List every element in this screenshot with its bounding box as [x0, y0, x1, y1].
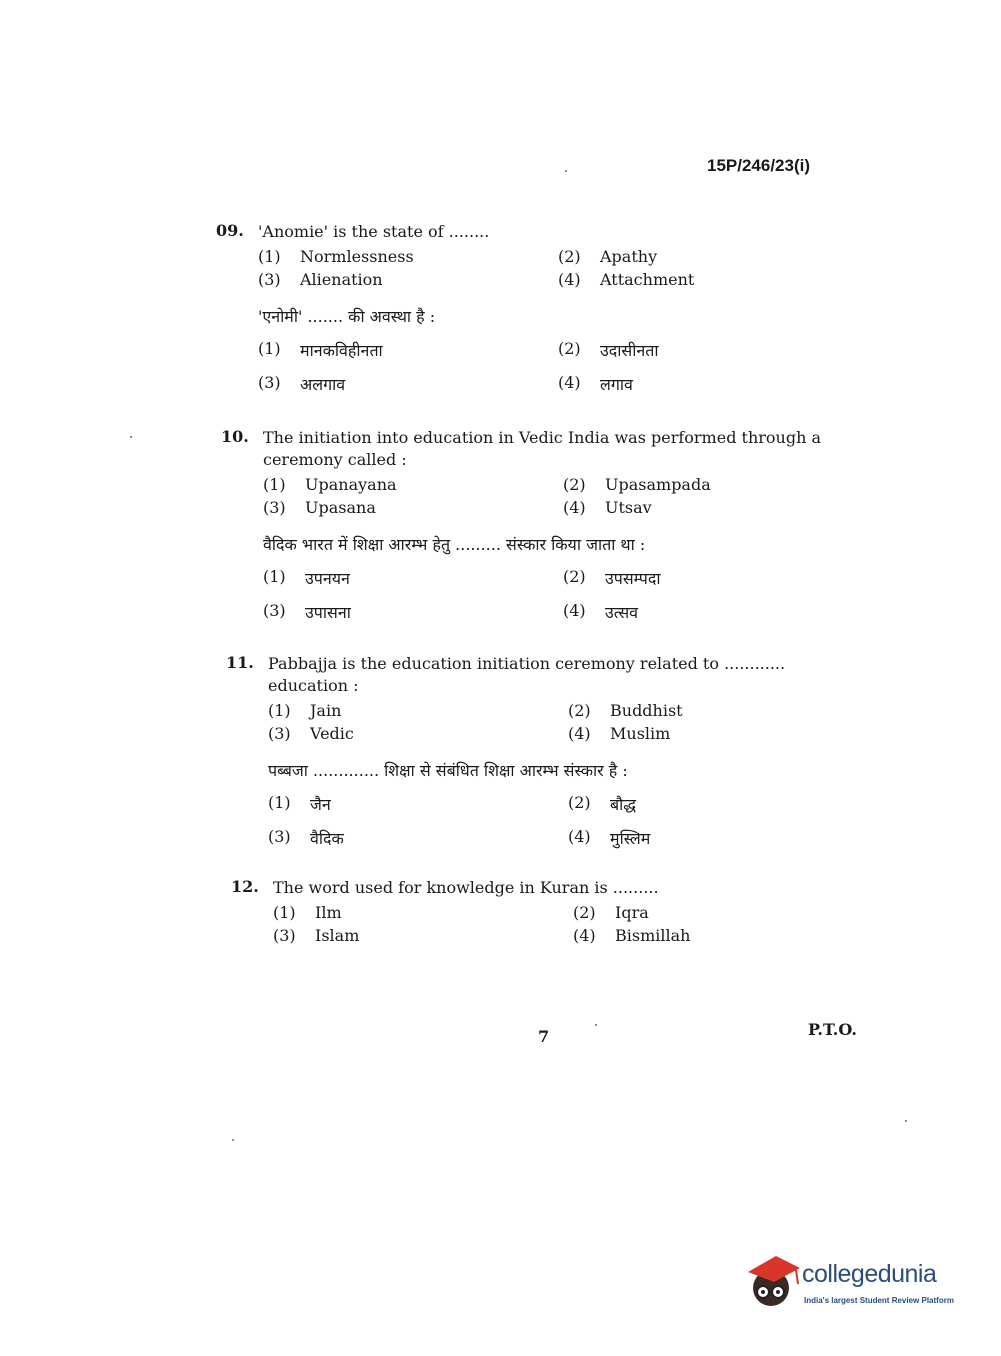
question-09 — [216, 221, 858, 395]
options-english — [263, 475, 863, 517]
option-2-hindi: (2) उदासीनता — [558, 339, 659, 360]
option-2-hindi: (2) उपसम्पदा — [563, 567, 661, 588]
option-2: (2) Buddhist — [568, 701, 683, 720]
option-1: (1) Jain — [268, 701, 342, 720]
option-3: (3) Alienation — [258, 270, 383, 289]
option-4-hindi: (4) लगाव — [558, 373, 633, 394]
option-3: (3) Islam — [273, 926, 360, 945]
logo-mascot-icon — [744, 1252, 802, 1312]
collegedunia-logo — [744, 1252, 974, 1312]
question-number: 12. — [231, 877, 259, 896]
option-4: (4) Muslim — [568, 724, 671, 743]
options-hindi — [258, 339, 858, 395]
option-1-hindi: (1) जैन — [268, 793, 331, 814]
question-text: Pabbajja is the education initiation ceremony related to ............ education : — [268, 654, 786, 695]
option-4-hindi: (4) उत्सव — [563, 601, 639, 622]
option-3-hindi: (3) अलगाव — [258, 373, 346, 394]
question-text: The word used for knowledge in Kuran is ......... — [273, 878, 659, 897]
option-1-hindi: (1) उपनयन — [263, 567, 350, 588]
options-english — [268, 701, 868, 743]
option-3-hindi: (3) वैदिक — [268, 827, 344, 848]
question-11 — [226, 653, 868, 849]
scan-speck — [232, 1139, 234, 1141]
logo-wordmark: collegedunia — [802, 1260, 937, 1288]
option-4: (4) Utsav — [563, 498, 652, 517]
option-4-hindi: (4) मुस्लिम — [568, 827, 651, 848]
option-1: (1) Upanayana — [263, 475, 397, 494]
option-2-hindi: (2) बौद्ध — [568, 793, 637, 814]
option-4: (4) Bismillah — [573, 926, 691, 945]
question-text-hindi: वैदिक भारत में शिक्षा आरम्भ हेतु ......... संस्कार किया जाता था : — [263, 535, 646, 554]
scan-speck — [565, 170, 567, 172]
option-2: (2) Upasampada — [563, 475, 711, 494]
question-12 — [231, 877, 873, 945]
question-number: 11. — [226, 653, 254, 672]
options-hindi — [263, 567, 863, 623]
option-2: (2) Iqra — [573, 903, 649, 922]
question-10 — [221, 427, 863, 623]
logo-tagline: India's largest Student Review Platform — [804, 1296, 954, 1305]
option-4: (4) Attachment — [558, 270, 695, 289]
paper-code: 15P/246/23(i) — [707, 156, 811, 175]
options-hindi — [268, 793, 868, 849]
question-number: 09. — [216, 221, 244, 240]
scan-speck — [130, 436, 132, 438]
options-english — [273, 903, 873, 945]
option-1: (1) Ilm — [273, 903, 342, 922]
page-number: 7 — [538, 1027, 550, 1046]
question-text-hindi: पब्बजा ............. शिक्षा से संबंधित शिक्षा आरम्भ संस्कार है : — [268, 761, 628, 780]
option-3-hindi: (3) उपासना — [263, 601, 351, 622]
pto-label: P.T.O. — [808, 1020, 857, 1039]
question-number: 10. — [221, 427, 249, 446]
option-3: (3) Vedic — [268, 724, 354, 743]
question-text-hindi: 'एनोमी' ....... की अवस्था है : — [258, 307, 436, 326]
options-english — [258, 247, 858, 289]
scan-speck — [905, 1120, 907, 1122]
question-text: 'Anomie' is the state of ........ — [258, 222, 490, 241]
option-1-hindi: (1) मानकविहीनता — [258, 339, 383, 360]
option-3: (3) Upasana — [263, 498, 376, 517]
option-2: (2) Apathy — [558, 247, 658, 266]
option-1: (1) Normlessness — [258, 247, 414, 266]
scan-speck — [595, 1024, 597, 1026]
question-text: The initiation into education in Vedic India was performed through a ceremony called : — [263, 428, 822, 469]
